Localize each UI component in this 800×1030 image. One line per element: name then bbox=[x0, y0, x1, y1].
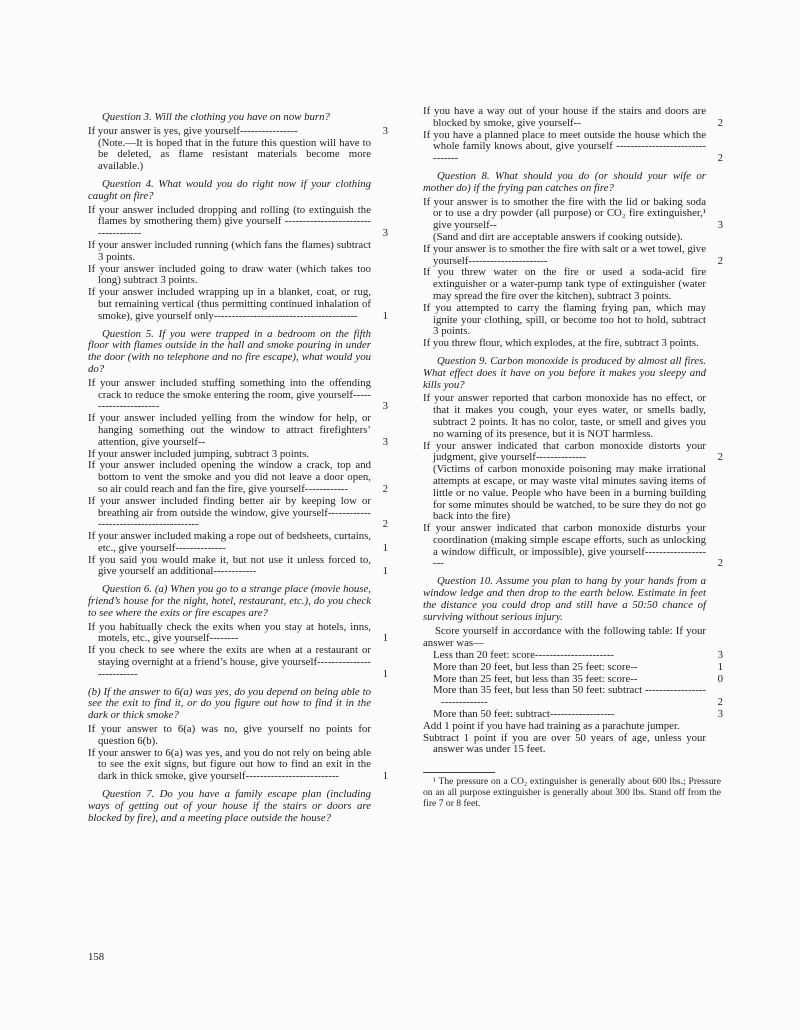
item-block bbox=[423, 197, 723, 232]
score-value: 3 bbox=[382, 435, 388, 448]
question-text bbox=[88, 329, 388, 376]
item-block bbox=[423, 130, 723, 165]
item-block bbox=[88, 264, 388, 288]
item-block bbox=[88, 496, 388, 531]
block-text: Question 4. What would you do right now if your clothing caught on fire? bbox=[88, 177, 371, 202]
right-column bbox=[423, 106, 723, 826]
block-text: Question 5. If you were trapped in a bedroom on the fifth floor with flames outside in the hall and smoke pouring in under the door (with no telephone and no fire escape), what would you do? bbox=[88, 327, 371, 375]
block-text: If your answer is to smother the fire with the lid or baking soda or to use a dry powder (all purpose) or CO₂ fire extinguisher,¹ give yourself-- bbox=[423, 195, 706, 232]
item-block bbox=[423, 523, 723, 570]
item-block bbox=[88, 460, 388, 495]
question-text bbox=[88, 179, 388, 203]
block-text: Question 7. Do you have a family escape plan (including ways of getting out of your house if the stairs or doors are blocked by fire), and a meeting place outside the house? bbox=[88, 788, 371, 824]
score-value: 1 bbox=[382, 770, 388, 783]
block-text: (Sand and dirt are acceptable answers if cooking outside). bbox=[433, 230, 683, 243]
block-text: Question 10. Assume you plan to hang by your hands from a window ledge and then drop to the earth below. Estimate in feet the distance you could drop and still have a 50:50 chance of surviving without serious injury. bbox=[423, 575, 706, 623]
score-value: 3 bbox=[717, 649, 723, 662]
score-value: 2 bbox=[717, 116, 723, 129]
block-text: If you said you would make it, but not use it unless forced to, give yourself an additional------------ bbox=[88, 553, 371, 578]
score-value: 3 bbox=[382, 227, 388, 240]
note-block bbox=[88, 138, 388, 173]
item-block bbox=[88, 724, 388, 748]
score-value: 3 bbox=[382, 400, 388, 413]
item-block bbox=[423, 267, 723, 302]
score-value: 1 bbox=[382, 667, 388, 680]
score-value: 0 bbox=[717, 672, 723, 685]
block-text: If your answer included dropping and rolling (to extinguish the flames by smothering them) give yourself ------------------------------------ bbox=[88, 203, 371, 240]
item-block bbox=[88, 531, 388, 555]
block-text: If you have a way out of your house if the stairs and doors are blocked by smoke, give yourself-- bbox=[423, 105, 706, 129]
question-text bbox=[88, 789, 388, 824]
footnote-text: ¹ The pressure on a CO₂ extinguisher is generally about 600 lbs.; Pressure on an all purpose extinguisher is generally about 300 lbs. Stand off from the fire 7 or 8 feet. bbox=[423, 776, 721, 810]
block-text: If you threw flour, which explodes, at the fire, subtract 3 points. bbox=[423, 337, 699, 350]
item-block bbox=[88, 645, 388, 680]
item-block bbox=[423, 733, 723, 757]
score-value: 1 bbox=[382, 565, 388, 578]
item-block bbox=[88, 287, 388, 322]
block-text: If you attempted to carry the flaming frying pan, which may ignite your clothing, spill, or become too hot to hold, subtract 3 points. bbox=[423, 301, 706, 338]
question-text bbox=[423, 576, 723, 623]
block-text: If your answer to 6(a) was yes, and you do not rely on being able to see the exit signs, but figure out how to find an exit in the dark in thick smoke, give yourself-------------------------- bbox=[88, 746, 371, 783]
block-text: More than 50 feet: subtract------------------ bbox=[433, 708, 615, 721]
score-value: 1 bbox=[382, 309, 388, 322]
footnote-divider bbox=[423, 772, 495, 773]
item-block bbox=[88, 205, 388, 240]
block-text: Less than 20 feet: score---------------------- bbox=[433, 649, 615, 662]
block-text: (b) If the answer to 6(a) was yes, do you depend on being able to see the exit to find it, or do you figure out how to find it in the dark or thick smoke? bbox=[88, 685, 371, 722]
block-text: If your answer is yes, give yourself---------------- bbox=[88, 124, 298, 137]
page-number: 158 bbox=[88, 951, 105, 963]
score-value: 2 bbox=[717, 557, 723, 570]
block-text: If your answer to 6(a) was no, give yourself no points for question 6(b). bbox=[88, 723, 371, 747]
item-block bbox=[423, 441, 723, 465]
score-value: 3 bbox=[382, 124, 388, 137]
block-text: If your answer included going to draw water (which takes too long) subtract 3 points. bbox=[88, 262, 371, 287]
question-text bbox=[423, 356, 723, 391]
block-text: Question 6. (a) When you go to a strange place (movie house, friend’s house for the night, hotel, restaurant, etc.), do you check to see where the exits or fire escapes are? bbox=[88, 583, 371, 619]
block-text: If your answer indicated that carbon monoxide distorts your judgment, give yourself-------------- bbox=[423, 439, 706, 464]
block-text: If you have a planned place to meet outside the house which the whole family knows about, give yourself -------------------------------- bbox=[423, 128, 706, 165]
block-text: (Note.—It is hoped that in the future this question will have to be deleted, as flame resistant materials become more available.) bbox=[98, 136, 371, 173]
block-text: If your answer included jumping, subtract 3 points. bbox=[88, 447, 309, 460]
score-value: 2 bbox=[717, 254, 723, 267]
question-text bbox=[423, 171, 723, 195]
score-value: 3 bbox=[717, 219, 723, 232]
item-block bbox=[88, 748, 388, 783]
block-text: If you threw water on the fire or used a soda-acid fire extinguisher or a water-pump tank type of extinguisher (water may spread the fire over the kitchen), subtract 3 points. bbox=[423, 266, 706, 302]
item-block bbox=[423, 106, 723, 130]
block-text: If your answer included opening the window a crack, top and bottom to vent the smoke and you did not leave a door open, so air could reach and fan the fire, give yourself------------ bbox=[88, 459, 371, 495]
block-text: More than 25 feet, but less than 35 feet: score-- bbox=[433, 672, 638, 685]
score-value: 1 bbox=[717, 660, 723, 673]
question-text bbox=[88, 584, 388, 619]
para-block bbox=[423, 626, 723, 650]
block-text: Question 9. Carbon monoxide is produced by almost all fires. What effect does it have on you before it makes you sleepy and kills you? bbox=[423, 354, 706, 391]
item-block bbox=[88, 378, 388, 413]
item-block bbox=[423, 244, 723, 268]
row-block bbox=[433, 685, 723, 709]
block-text: If your answer reported that carbon monoxide has no effect, or that it makes you cough, your eyes water, or smells badly, subtract 2 points. It has no color, taste, or smell and gives you no warning of its presence, but it is NOT harmless. bbox=[423, 392, 706, 440]
item-block bbox=[88, 240, 388, 264]
block-text: If your answer included running (which fans the flames) subtract 3 points. bbox=[88, 238, 371, 263]
block-text: If your answer included finding better air by keeping low or breathing air from outside the window, give yourself---------------------------------------- bbox=[88, 494, 371, 531]
note-block bbox=[423, 464, 723, 523]
score-value: 1 bbox=[382, 632, 388, 645]
block-text: If your answer is to smother the fire with salt or a wet towel, give yourself---------------------- bbox=[423, 242, 706, 267]
block-text: Question 3. Will the clothing you have on now burn? bbox=[102, 111, 330, 123]
score-value: 2 bbox=[717, 451, 723, 464]
block-text: If you check to see where the exits are when at a restaurant or staying overnight at a friend’s house, give yourself-------------------------- bbox=[88, 644, 371, 680]
question-text bbox=[88, 112, 388, 124]
score-value: 2 bbox=[382, 482, 388, 495]
block-text: (Victims of carbon monoxide poisoning may make irrational attempts at escape, or may waste vital minutes saving items of little or no value. People who have been in a burning building for some minutes should be watched, to be sure they do not go back into the fire) bbox=[433, 463, 706, 523]
block-text: More than 35 feet, but less than 50 feet: subtract ------------------------------ bbox=[433, 684, 706, 709]
block-text: If your answer included yelling from the window for help, or hanging something out the window to attract firefighters’ attention, give yourself-- bbox=[88, 412, 371, 448]
item-block bbox=[423, 393, 723, 440]
left-column bbox=[88, 106, 388, 826]
two-column-layout bbox=[88, 106, 723, 826]
block-text: If your answer indicated that carbon monoxide disturbs your coordination (making simple escape efforts, such as unlocking a window difficult, or impossible), give yourself-------------------- bbox=[423, 522, 706, 570]
question-text bbox=[88, 687, 388, 722]
item-block bbox=[88, 413, 388, 448]
item-block bbox=[423, 303, 723, 338]
block-text: If your answer included making a rope out of bedsheets, curtains, etc., give yourself-------------- bbox=[88, 530, 371, 554]
footnote bbox=[423, 772, 723, 810]
item-block bbox=[423, 338, 723, 350]
block-text: Question 8. What should you do (or should your wife or mother do) if the frying pan catches on fire? bbox=[423, 169, 706, 194]
block-text: If your answer included stuffing something into the offending crack to reduce the smoke entering the room, give yourself---------------------- bbox=[88, 376, 371, 413]
block-text: Add 1 point if you have had training as a parachute jumper. bbox=[423, 719, 680, 732]
block-text: If you habitually check the exits when you stay at hotels, inns, motels, etc., give yourself-------- bbox=[88, 620, 371, 645]
right-column-blocks bbox=[423, 106, 723, 756]
block-text: More than 20 feet, but less than 25 feet: score-- bbox=[433, 660, 638, 673]
item-block bbox=[88, 555, 388, 579]
block-text: If your answer included wrapping up in a blanket, coat, or rug, but remaining vertical (thus permitting continued inhalation of smoke), give yourself only---------------------------------------- bbox=[88, 286, 371, 322]
item-block bbox=[88, 622, 388, 646]
block-text: Score yourself in accordance with the following table: If your answer was— bbox=[423, 625, 706, 650]
score-value: 2 bbox=[717, 152, 723, 165]
score-value: 2 bbox=[717, 696, 723, 709]
score-value: 3 bbox=[717, 708, 723, 721]
block-text: Subtract 1 point if you are over 50 years of age, unless your answer was under 15 feet. bbox=[423, 731, 706, 756]
score-value: 2 bbox=[382, 518, 388, 531]
score-value: 1 bbox=[382, 541, 388, 554]
